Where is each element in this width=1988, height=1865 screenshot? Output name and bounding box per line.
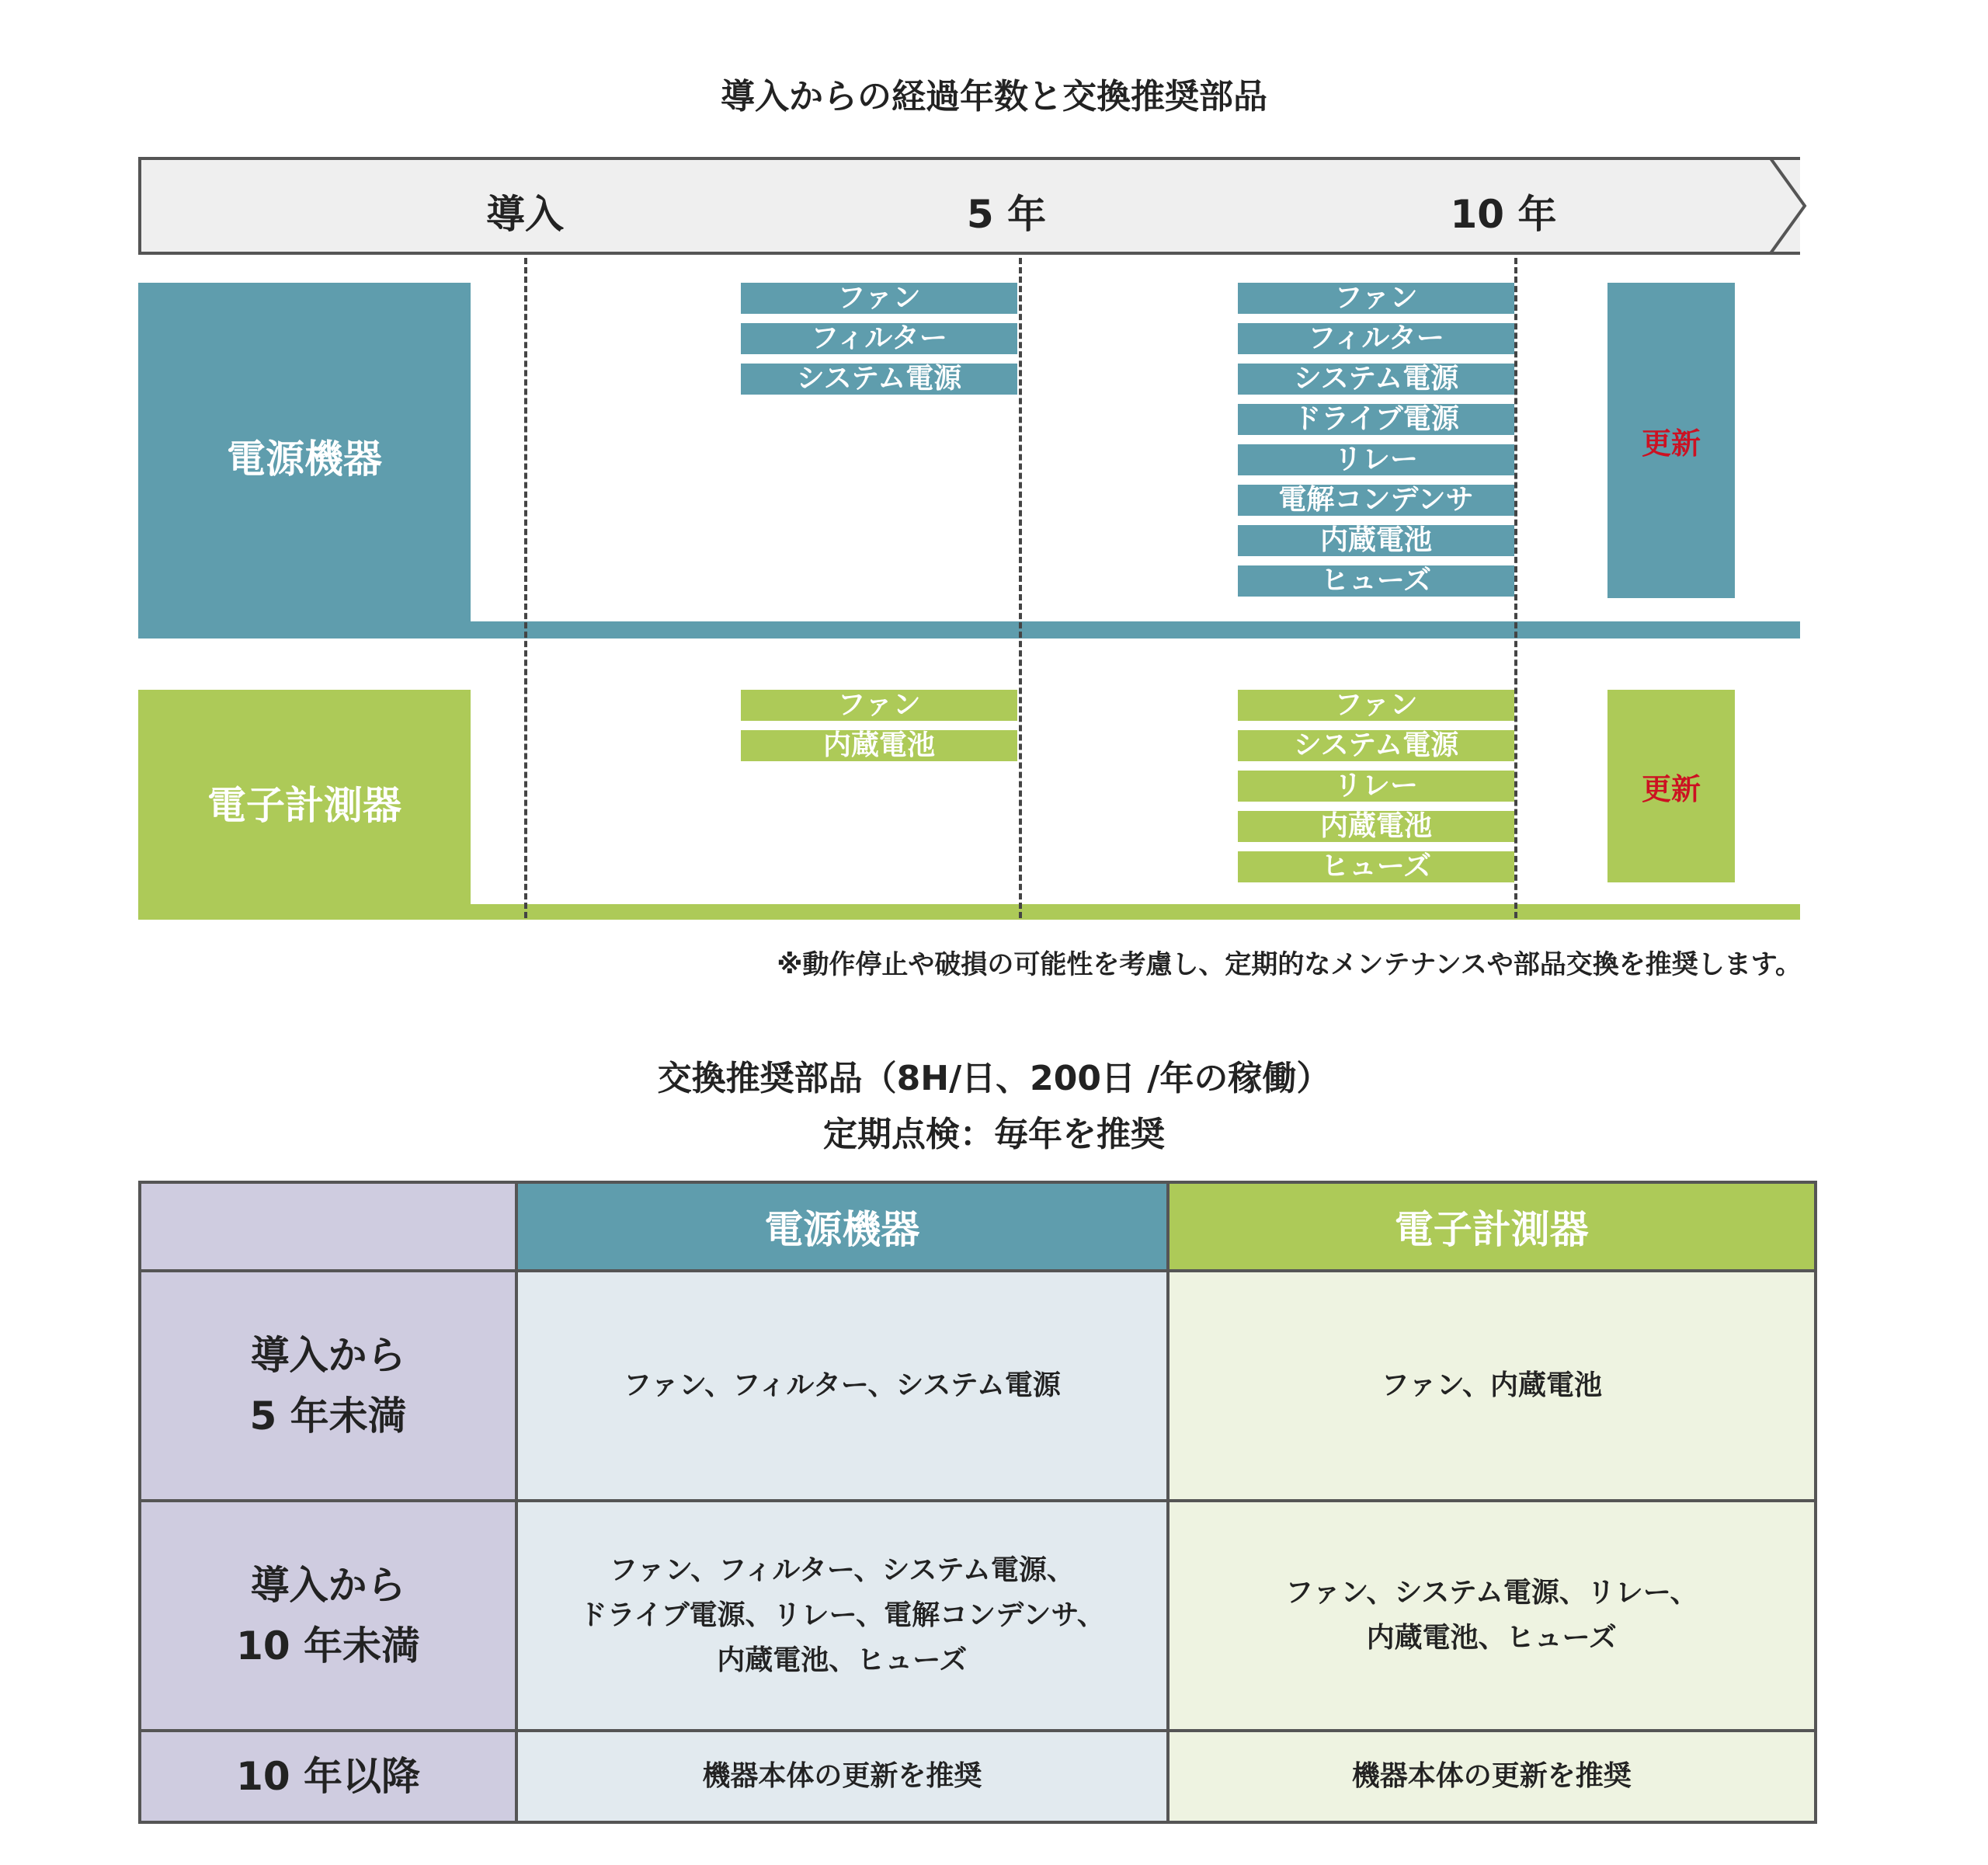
part-item: ファン xyxy=(741,690,1017,721)
category-instrument-label: 電子計測器 xyxy=(207,783,401,828)
row-header-line: 導入から xyxy=(250,1333,406,1378)
part-item: ファン xyxy=(1238,283,1514,314)
table-corner-cell xyxy=(140,1182,516,1271)
row-header-line: 10 年以降 xyxy=(236,1754,421,1799)
cell-line: ファン、内蔵電池 xyxy=(1381,1369,1602,1401)
table-header-row xyxy=(140,1182,1816,1271)
part-item: 内蔵電池 xyxy=(741,730,1017,761)
cell-power-after-10yr xyxy=(516,1731,1167,1822)
cell-line: 機器本体の更新を推奨 xyxy=(1351,1760,1632,1792)
part-item: リレー xyxy=(1238,444,1514,475)
cell-instrument-under-5yr xyxy=(1168,1271,1816,1501)
power-10yr-parts xyxy=(1238,283,1514,597)
cell-line: ファン、フィルター、システム電源、 xyxy=(609,1554,1075,1586)
instrument-renew-block xyxy=(1607,690,1735,882)
dashed-line-5yr xyxy=(1019,258,1022,918)
part-item: ヒューズ xyxy=(1238,565,1514,597)
part-item: システム電源 xyxy=(741,364,1017,395)
category-instrument-band xyxy=(138,904,1800,920)
category-power-block xyxy=(138,283,471,629)
tick-5yr: 5 年 xyxy=(966,192,1047,237)
category-instrument-block xyxy=(138,690,471,915)
cell-power-under-10yr xyxy=(516,1501,1167,1731)
part-item: リレー xyxy=(1238,771,1514,802)
power-5yr-parts xyxy=(741,283,1017,395)
timeline-arrow-head xyxy=(1753,157,1808,255)
table-row xyxy=(140,1731,1816,1822)
part-item: システム電源 xyxy=(1238,364,1514,395)
row-header-line: 導入から xyxy=(250,1563,406,1608)
cell-line: ドライブ電源、リレー、電解コンデンサ、 xyxy=(579,1599,1105,1631)
part-item: ファン xyxy=(1238,690,1514,721)
cell-line: 内蔵電池、ヒューズ xyxy=(1366,1622,1617,1654)
cell-instrument-after-10yr xyxy=(1168,1731,1816,1822)
part-item: 電解コンデンサ xyxy=(1238,485,1514,516)
part-item: フィルター xyxy=(741,323,1017,354)
category-power-band xyxy=(138,621,1800,638)
table-subtitle: 定期点検：毎年を推奨 xyxy=(823,1115,1165,1154)
parts-table xyxy=(138,1181,1817,1824)
cell-power-under-5yr xyxy=(516,1271,1167,1501)
timeline-title: 導入からの経過年数と交換推奨部品 xyxy=(721,77,1267,117)
power-renew-block xyxy=(1607,283,1735,598)
dashed-line-10yr xyxy=(1514,258,1517,918)
cell-instrument-under-10yr xyxy=(1168,1501,1816,1731)
instrument-10yr-parts xyxy=(1238,690,1514,882)
power-renew-label: 更新 xyxy=(1641,426,1701,461)
category-power-label: 電源機器 xyxy=(227,437,382,482)
cell-line: ファン、フィルター、システム電源 xyxy=(623,1369,1061,1401)
tick-10yr: 10 年 xyxy=(1450,192,1557,237)
instrument-5yr-parts xyxy=(741,690,1017,761)
part-item: ドライブ電源 xyxy=(1238,404,1514,435)
row-header-under-5yr xyxy=(140,1271,516,1501)
row-header-line: 10 年未満 xyxy=(236,1623,421,1668)
row-header-under-10yr xyxy=(140,1501,516,1731)
dashed-line-intro xyxy=(524,258,527,918)
maintenance-note: ※動作停止や破損の可能性を考慮し、定期的なメンテナンスや部品交換を推奨します。 xyxy=(777,949,1802,980)
part-item: 内蔵電池 xyxy=(1238,811,1514,842)
column-header-power: 電源機器 xyxy=(516,1182,1167,1271)
part-item: 内蔵電池 xyxy=(1238,525,1514,556)
column-header-instrument: 電子計測器 xyxy=(1168,1182,1816,1271)
table-row xyxy=(140,1271,1816,1501)
part-item: システム電源 xyxy=(1238,730,1514,761)
row-header-line: 5 年未満 xyxy=(249,1394,407,1439)
cell-line: 内蔵電池、ヒューズ xyxy=(717,1644,968,1676)
part-item: ヒューズ xyxy=(1238,851,1514,882)
instrument-renew-label: 更新 xyxy=(1641,771,1701,806)
tick-intro: 導入 xyxy=(486,192,564,237)
table-title: 交換推奨部品（8H/日、200日 /年の稼働） xyxy=(657,1059,1331,1098)
part-item: フィルター xyxy=(1238,323,1514,354)
table-row xyxy=(140,1501,1816,1731)
part-item: ファン xyxy=(741,283,1017,314)
cell-line: 機器本体の更新を推奨 xyxy=(702,1760,982,1792)
row-header-after-10yr xyxy=(140,1731,516,1822)
cell-line: ファン、システム電源、リレー、 xyxy=(1285,1577,1698,1609)
